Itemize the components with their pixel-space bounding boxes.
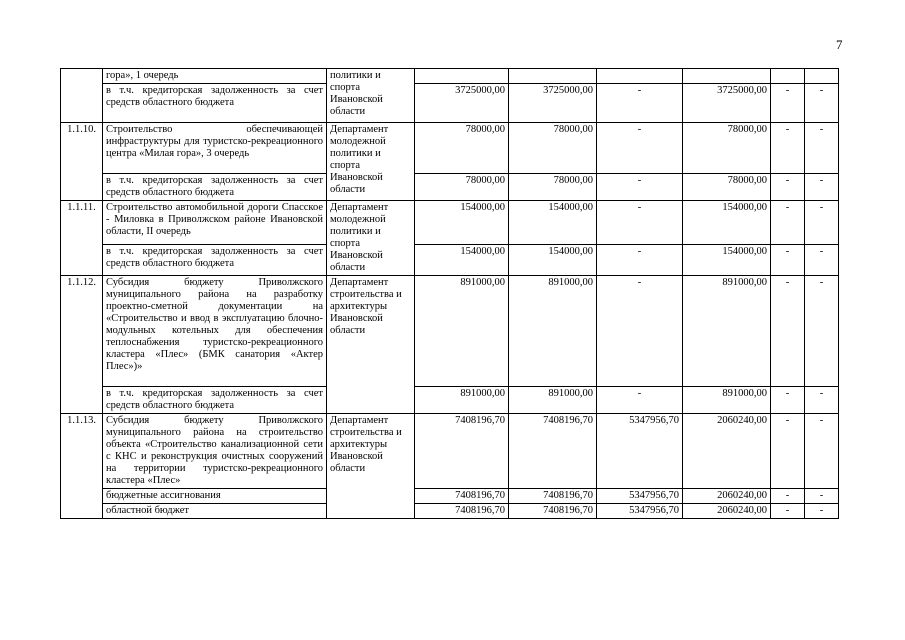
amount-2: 891000,00 [509, 276, 597, 387]
amount-4: 154000,00 [683, 245, 771, 276]
amount-4: 2060240,00 [683, 489, 771, 504]
amount-2: 7408196,70 [509, 414, 597, 489]
table-row [61, 504, 839, 519]
department: Департамент молодежной политики и спорта Ивановской области [327, 123, 415, 201]
row-number: 1.1.12. [61, 276, 103, 414]
amount-1: 78000,00 [415, 174, 509, 201]
budget-table [60, 68, 839, 519]
amount-2: 78000,00 [509, 174, 597, 201]
amount-6: - [805, 504, 839, 519]
amount-5: - [771, 201, 805, 245]
amount-4: 78000,00 [683, 174, 771, 201]
amount-6 [805, 69, 839, 84]
table-row [61, 245, 839, 276]
amount-1: 154000,00 [415, 245, 509, 276]
table-row [61, 489, 839, 504]
amount-4: 78000,00 [683, 123, 771, 174]
amount-1 [415, 69, 509, 84]
amount-1: 7408196,70 [415, 489, 509, 504]
amount-3: - [597, 201, 683, 245]
amount-3: - [597, 245, 683, 276]
amount-2 [509, 69, 597, 84]
amount-5: - [771, 414, 805, 489]
amount-2: 3725000,00 [509, 84, 597, 123]
row-description: бюджетные ассигнования [103, 489, 327, 504]
row-description: Субсидия бюджету Приволжского муниципального района на разработку проектно-сметной документации на «Строительство и ввод в эксплуатацию блочно-модульных котельных для обеспечения теплоснабжения туристско-рекреационного кластера «Плес» (БМК санатория «Актер Плес»)» [103, 276, 327, 387]
amount-3: - [597, 276, 683, 387]
amount-3: - [597, 174, 683, 201]
amount-6: - [805, 276, 839, 387]
amount-6: - [805, 123, 839, 174]
row-description: Строительство обеспечивающей инфраструктуры для туристско-рекреационного центра «Милая гора», 3 очередь [103, 123, 327, 174]
row-number: 1.1.13. [61, 414, 103, 519]
table-row [61, 276, 839, 387]
amount-4: 2060240,00 [683, 504, 771, 519]
page-number: 7 [836, 37, 843, 52]
row-description: в т.ч. кредиторская задолженность за счет средств областного бюджета [103, 245, 327, 276]
amount-5: - [771, 387, 805, 414]
amount-4: 891000,00 [683, 387, 771, 414]
row-description: областной бюджет [103, 504, 327, 519]
amount-2: 154000,00 [509, 201, 597, 245]
row-number: 1.1.11. [61, 201, 103, 276]
row-description: Субсидия бюджету Приволжского муниципального района на строительство объекта «Строительство канализационной сети с КНС и реконструкция очистных сооружений на территории туристско-рекреационного кластера «Плес» [103, 414, 327, 489]
amount-5: - [771, 84, 805, 123]
row-description: в т.ч. кредиторская задолженность за счет средств областного бюджета [103, 84, 327, 123]
amount-3: 5347956,70 [597, 504, 683, 519]
amount-4: 2060240,00 [683, 414, 771, 489]
amount-2: 891000,00 [509, 387, 597, 414]
department: Департамент молодежной политики и спорта Ивановской области [327, 201, 415, 276]
amount-6: - [805, 387, 839, 414]
amount-6: - [805, 414, 839, 489]
amount-3: - [597, 123, 683, 174]
amount-5: - [771, 276, 805, 387]
amount-1: 78000,00 [415, 123, 509, 174]
amount-3 [597, 69, 683, 84]
department: Департамент строительства и архитектуры Ивановской области [327, 414, 415, 519]
amount-1: 7408196,70 [415, 504, 509, 519]
amount-6: - [805, 489, 839, 504]
amount-5: - [771, 504, 805, 519]
amount-1: 3725000,00 [415, 84, 509, 123]
table-row [61, 387, 839, 414]
amount-2: 78000,00 [509, 123, 597, 174]
amount-2: 7408196,70 [509, 504, 597, 519]
row-description: в т.ч. кредиторская задолженность за счет средств областного бюджета [103, 387, 327, 414]
amount-6: - [805, 174, 839, 201]
amount-4: 891000,00 [683, 276, 771, 387]
row-description: Строительство автомобильной дороги Спасское - Миловка в Приволжском районе Ивановской области, II очередь [103, 201, 327, 245]
amount-5 [771, 69, 805, 84]
table-row [61, 69, 839, 84]
table-row [61, 201, 839, 245]
amount-5: - [771, 245, 805, 276]
amount-3: 5347956,70 [597, 414, 683, 489]
row-description: гора», 1 очередь [103, 69, 327, 84]
amount-1: 154000,00 [415, 201, 509, 245]
department: Департамент строительства и архитектуры Ивановской области [327, 276, 415, 414]
row-description: в т.ч. кредиторская задолженность за счет средств областного бюджета [103, 174, 327, 201]
amount-6: - [805, 245, 839, 276]
amount-4: 154000,00 [683, 201, 771, 245]
amount-4: 3725000,00 [683, 84, 771, 123]
amount-4 [683, 69, 771, 84]
table-row [61, 84, 839, 123]
amount-5: - [771, 123, 805, 174]
amount-3: 5347956,70 [597, 489, 683, 504]
amount-3: - [597, 387, 683, 414]
amount-3: - [597, 84, 683, 123]
amount-6: - [805, 84, 839, 123]
amount-1: 891000,00 [415, 276, 509, 387]
table-row [61, 414, 839, 489]
table-row [61, 174, 839, 201]
amount-5: - [771, 489, 805, 504]
amount-1: 7408196,70 [415, 414, 509, 489]
amount-2: 7408196,70 [509, 489, 597, 504]
amount-1: 891000,00 [415, 387, 509, 414]
department: политики и спорта Ивановской области [327, 69, 415, 123]
amount-2: 154000,00 [509, 245, 597, 276]
amount-6: - [805, 201, 839, 245]
amount-5: - [771, 174, 805, 201]
table-row [61, 123, 839, 174]
row-number: 1.1.10. [61, 123, 103, 201]
row-number [61, 69, 103, 123]
